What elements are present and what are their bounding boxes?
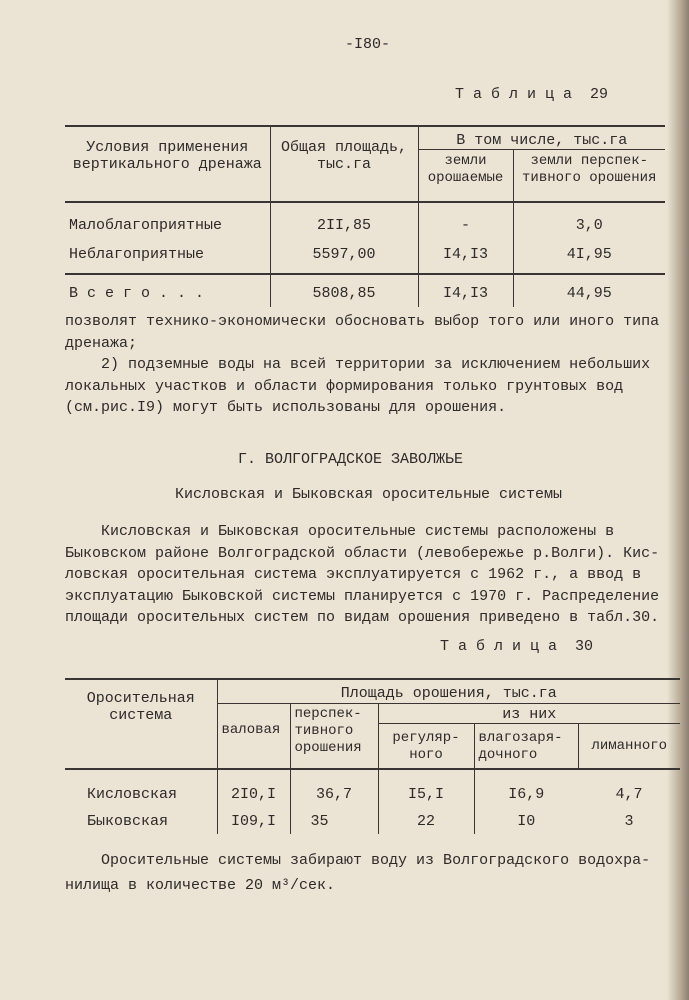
header-of-which: из них xyxy=(378,704,680,724)
total-row-irrigated: I4,I3 xyxy=(418,274,513,307)
row-system: Быковская xyxy=(87,813,169,830)
row-gross: 2I0,I xyxy=(217,769,290,803)
header-prospective: перспек- тивного орошения xyxy=(290,704,378,770)
row-system: Кисловская xyxy=(87,786,178,803)
header-total: Общая площадь, тыс.га xyxy=(270,126,418,202)
row-condition: Неблагоприятные xyxy=(69,246,205,263)
total-row-label: В с е г о . . . xyxy=(69,285,205,302)
header-area: Площадь орошения, тыс.га xyxy=(217,679,680,704)
header-condition: Условия применения вертикального дренажа xyxy=(72,139,262,173)
total-row-prospective: 44,95 xyxy=(513,274,665,307)
row-moisture: I0 xyxy=(474,803,578,834)
header-irrigated: земли орошаемые xyxy=(418,150,513,203)
header-system: Оросительная система xyxy=(86,690,195,724)
paragraph-drainage: позволят технико-экономически обосновать выбор того или иного типа дренажа; 2) подземные воды на всей территории за исключением небольших локальных участков и области формирования только грунтовых вод (см.рис.I9) могут быть использованы для орошения. xyxy=(65,313,660,416)
row-total: 5597,00 xyxy=(270,234,418,274)
header-regular: регуляр- ного xyxy=(378,724,474,770)
header-gross: валовая xyxy=(217,704,290,770)
paragraph-water-intake: Оросительные системы забирают воду из Волгоградского водохра- нилища в количестве 20 м³/сек. xyxy=(65,852,651,894)
row-prospective: 36,7 xyxy=(290,769,378,803)
row-irrigated: - xyxy=(418,202,513,234)
row-prospective: 3,0 xyxy=(513,202,665,234)
table30-caption: Т а б л и ц а 30 xyxy=(440,638,594,655)
row-regular: 22 xyxy=(378,803,474,834)
row-condition: Малоблагоприятные xyxy=(69,217,223,234)
total-row-total: 5808,85 xyxy=(270,274,418,307)
paragraph-systems: Кисловская и Быковская оросительные системы расположены в Быковском районе Волгоградской области (левобережье р.Волги). Кис- ловская оросительная система эксплуатируется с 1962 г., а ввод в эксплуатацию Быковской системы планируется с 1970 г. Распределение площади оросительных систем по видам орошения приведено в табл.30. xyxy=(65,523,660,626)
page-number: -I80- xyxy=(345,36,391,53)
row-irrigated: I4,I3 xyxy=(418,234,513,274)
subheading: Кисловская и Быковская оросительные системы xyxy=(175,486,563,503)
row-regular: I5,I xyxy=(378,769,474,803)
row-moisture: I6,9 xyxy=(474,769,578,803)
row-gross: I09,I xyxy=(217,803,290,834)
header-moisture: влагозаря- дочного xyxy=(474,724,578,770)
section-heading: Г. ВОЛГОГРАДСКОЕ ЗАВОЛЖЬЕ xyxy=(238,451,464,468)
row-liman: 3 xyxy=(624,813,634,830)
header-prospective: земли перспек- тивного орошения xyxy=(513,150,665,203)
row-total: 2II,85 xyxy=(270,202,418,234)
row-liman: 4,7 xyxy=(615,786,643,803)
header-liman: лиманного xyxy=(578,724,680,770)
table-29 xyxy=(65,125,665,307)
table-30 xyxy=(65,678,680,834)
row-prospective: 35 xyxy=(290,803,378,834)
row-prospective: 4I,95 xyxy=(513,234,665,274)
header-including: В том числе, тыс.га xyxy=(418,126,665,150)
table29-caption: Т а б л и ц а 29 xyxy=(455,86,609,103)
